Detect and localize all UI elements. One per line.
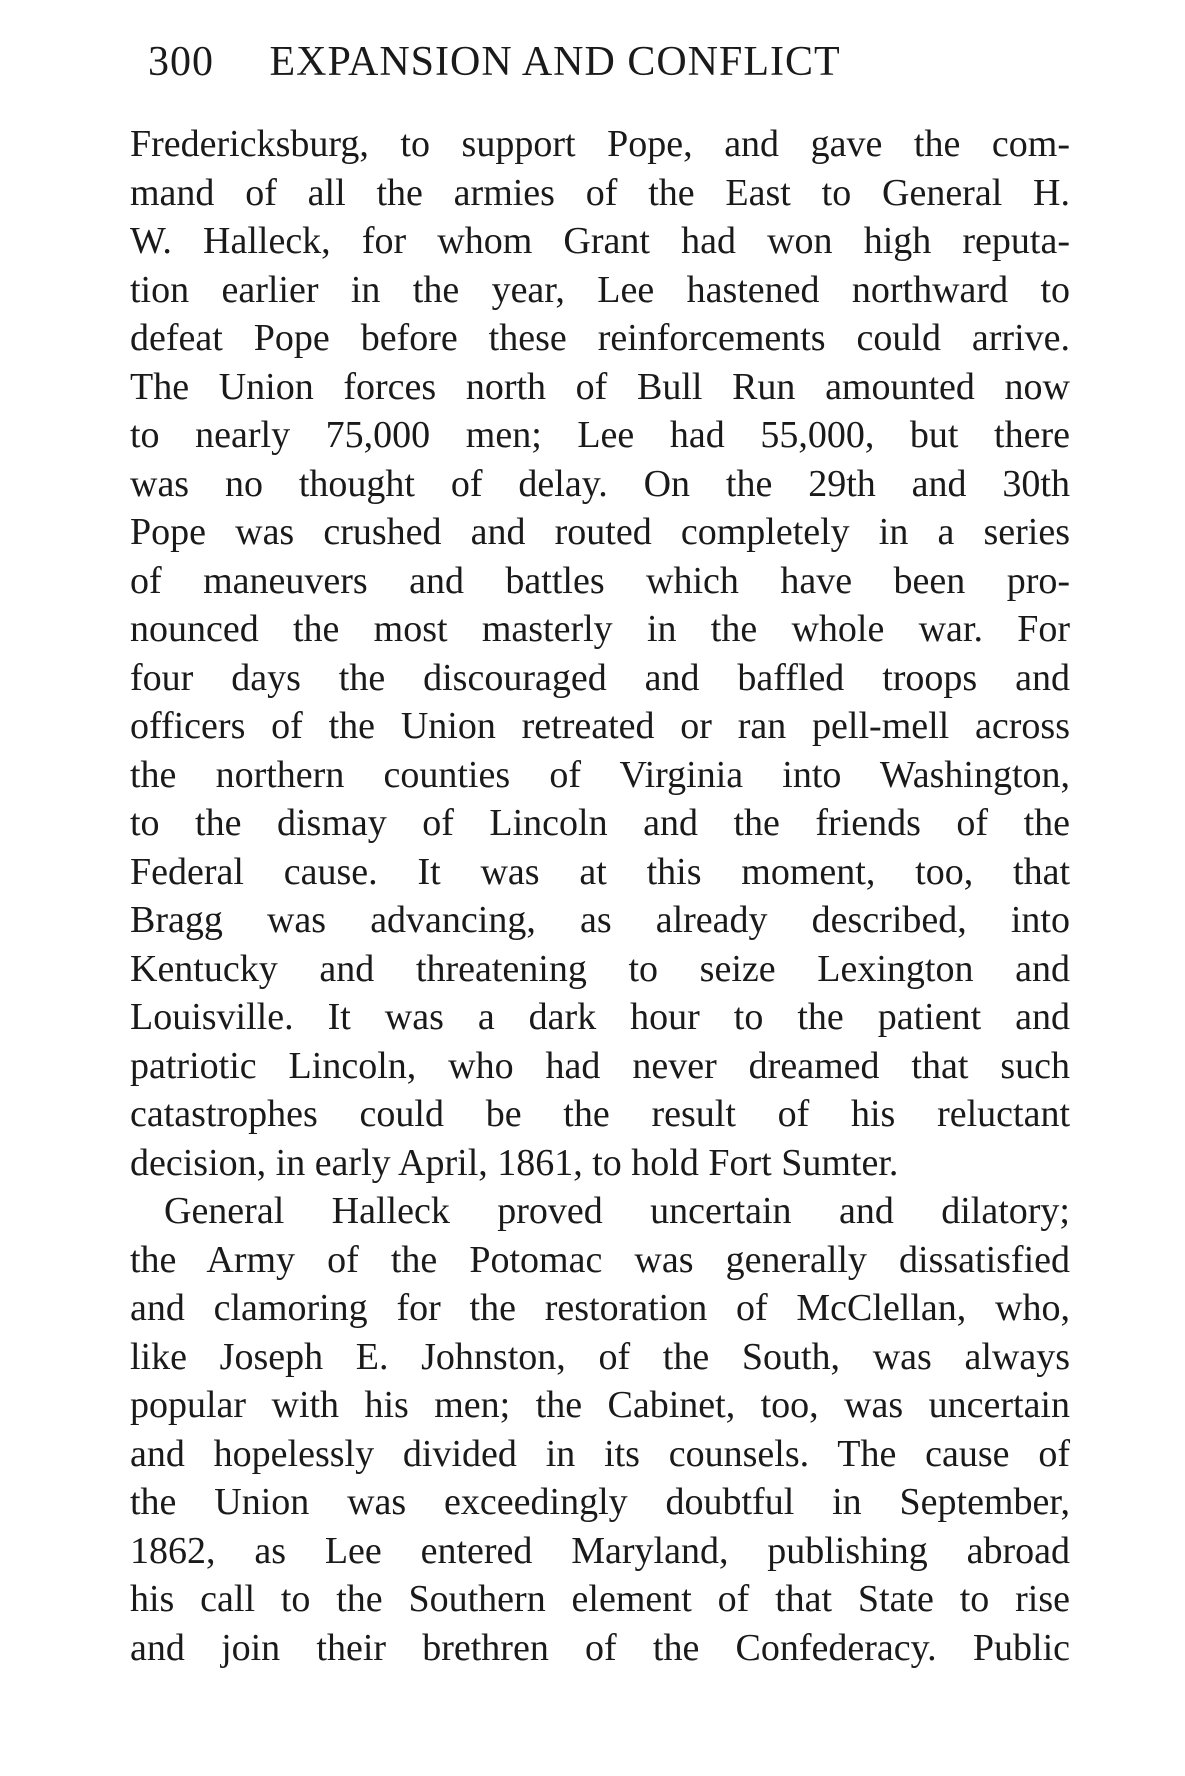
- text-line: four days the discouraged and baffled troops and: [130, 656, 1070, 699]
- text-line: officers of the Union retreated or ran pell-mell across: [130, 705, 1070, 747]
- text-line: his call to the Southern element of that State to rise: [130, 1578, 1070, 1620]
- body-text: [130, 120, 1070, 1672]
- text-line: was no thought of delay. On the 29th and 30th: [130, 462, 1070, 505]
- text-line: to nearly 75,000 men; Lee had 55,000, but there: [130, 414, 1070, 456]
- text-line: tion earlier in the year, Lee hastened northward to: [130, 268, 1070, 311]
- running-head: EXPANSION AND CONFLICT: [269, 39, 841, 85]
- text-line: Kentucky and threatening to seize Lexington and: [130, 947, 1070, 990]
- text-line: mand of all the armies of the East to General H.: [130, 171, 1070, 214]
- page-number: 300: [148, 39, 214, 85]
- paragraph-end-line: decision, in early April, 1861, to hold Fort Sumter.: [130, 1141, 899, 1184]
- text-line: Pope was crushed and routed completely in a series: [130, 511, 1070, 553]
- text-line: the Army of the Potomac was generally dissatisfied: [130, 1238, 1070, 1281]
- page-header: [148, 38, 1048, 98]
- text-line: catastrophes could be the result of his reluctant: [130, 1093, 1070, 1135]
- text-line: defeat Pope before these reinforcements could arrive.: [130, 317, 1070, 359]
- text-line: Fredericksburg, to support Pope, and gave the com-: [130, 123, 1070, 165]
- text-line: nounced the most masterly in the whole war. For: [130, 608, 1070, 650]
- text-line: patriotic Lincoln, who had never dreamed that such: [130, 1044, 1070, 1087]
- text-line: and clamoring for the restoration of McClellan, who,: [130, 1287, 1070, 1329]
- text-line: Bragg was advancing, as already described, into: [130, 899, 1070, 941]
- text-line: popular with his men; the Cabinet, too, was uncertain: [130, 1384, 1070, 1426]
- text-line: W. Halleck, for whom Grant had won high reputa-: [130, 220, 1070, 262]
- text-line: to the dismay of Lincoln and the friends of the: [130, 802, 1070, 844]
- text-line: and hopelessly divided in its counsels. The cause of: [130, 1432, 1070, 1475]
- text-line: Louisville. It was a dark hour to the patient and: [130, 996, 1070, 1038]
- text-line: the Union was exceedingly doubtful in September,: [130, 1481, 1070, 1523]
- text-line: of maneuvers and battles which have been pro-: [130, 559, 1070, 602]
- text-line: 1862, as Lee entered Maryland, publishing abroad: [130, 1529, 1070, 1572]
- paragraph-start-line: General Halleck proved uncertain and dilatory;: [164, 1190, 1070, 1232]
- text-line: The Union forces north of Bull Run amounted now: [130, 365, 1070, 408]
- text-line: Federal cause. It was at this moment, too, that: [130, 850, 1070, 893]
- text-line: like Joseph E. Johnston, of the South, was always: [130, 1335, 1070, 1378]
- text-line: and join their brethren of the Confederacy. Public: [130, 1626, 1070, 1669]
- text-line: the northern counties of Virginia into Washington,: [130, 753, 1070, 796]
